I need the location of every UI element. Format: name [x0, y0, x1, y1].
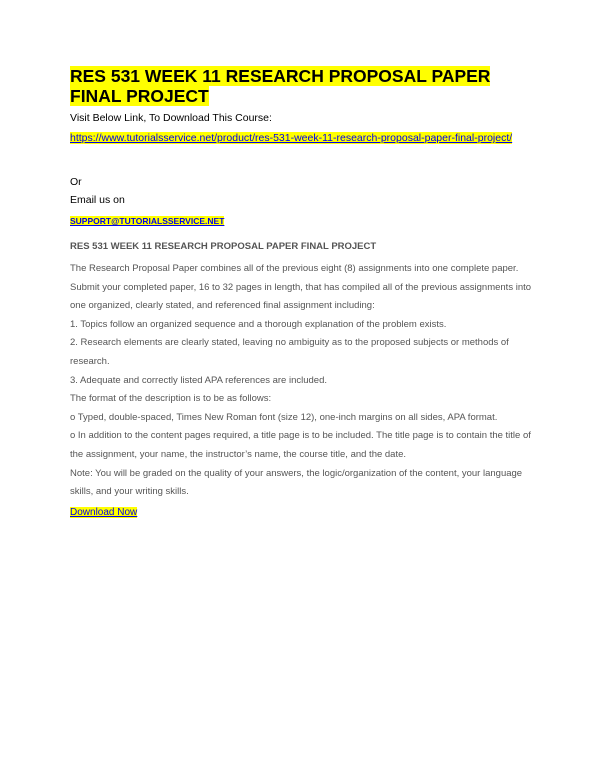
- paragraph-format-typed: o Typed, double-spaced, Times New Roman font (size 12), one-inch margins on all sides, APA format.: [70, 411, 498, 423]
- paragraph-item-1: 1. Topics follow an organized sequence and a thorough explanation of the problem exists.: [70, 318, 447, 330]
- page-title: [70, 66, 540, 106]
- paragraph-submit: Submit your completed paper, 16 to 32 pages in length, that has compiled all of the previous assignments into one organized, clearly stated, and referenced final assignment including:: [70, 281, 532, 312]
- section-heading: RES 531 WEEK 11 RESEARCH PROPOSAL PAPER FINAL PROJECT: [70, 241, 377, 252]
- download-now-link[interactable]: Download Now: [70, 506, 138, 518]
- intro-text: Visit Below Link, To Download This Course:: [70, 112, 272, 124]
- course-link[interactable]: https://www.tutorialsservice.net/product/res-531-week-11-research-proposal-paper-final-project/: [70, 132, 513, 144]
- or-text: Or: [70, 176, 82, 188]
- paragraph-note: Note: You will be graded on the quality of your answers, the logic/organization of the content, your language skills, and your writing skills.: [70, 467, 523, 498]
- email-label: Email us on: [70, 194, 125, 206]
- paragraph-format-title-page: o In addition to the content pages required, a title page is to be included. The title page is to contain the title of the assignment, your name, the instructor’s name, the course title, and the date.: [70, 430, 531, 460]
- paragraph-item-2: 2. Research elements are clearly stated, leaving no ambiguity as to the proposed subjects or methods of research.: [70, 337, 509, 367]
- paragraph-format: The format of the description is to be as follows:: [70, 393, 272, 405]
- page-title-text: RES 531 WEEK 11 RESEARCH PROPOSAL PAPER FINAL PROJECT: [70, 66, 491, 106]
- support-email-link[interactable]: SUPPORT@TUTORIALSSERVICE.NET: [70, 216, 225, 226]
- description-body: [70, 260, 540, 502]
- paragraph-item-3: 3. Adequate and correctly listed APA references are included.: [70, 374, 328, 386]
- paragraph-overview: The Research Proposal Paper combines all of the previous eight (8) assignments into one complete paper.: [70, 263, 519, 274]
- document-page: [70, 66, 540, 520]
